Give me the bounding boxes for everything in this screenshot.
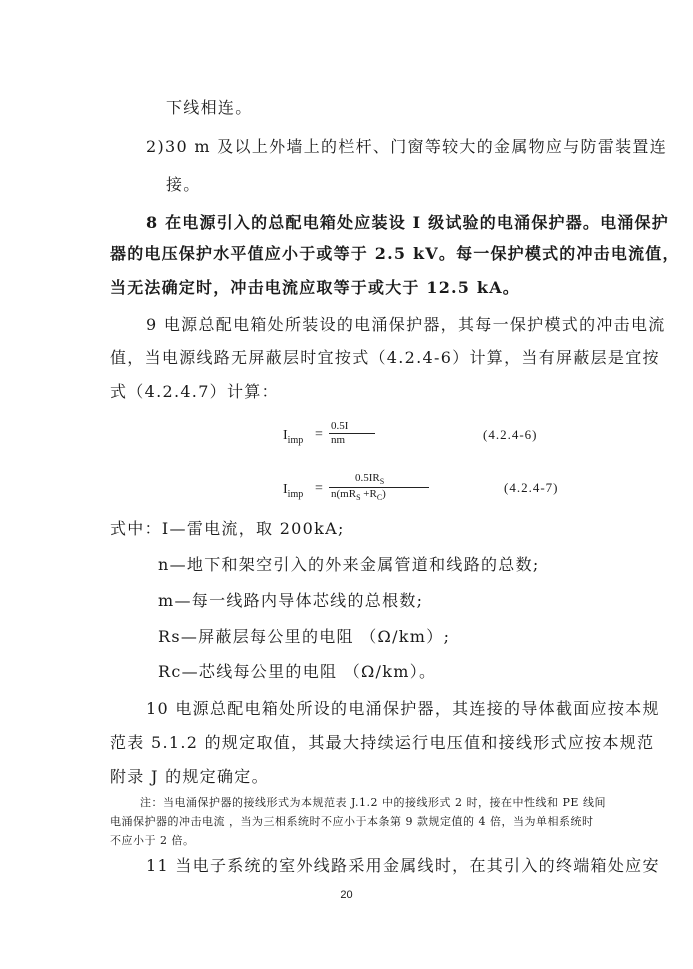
formula-denominator: +R	[360, 488, 377, 501]
formula-denominator: n(mR	[331, 488, 357, 501]
formula-denominator: )	[382, 488, 386, 501]
text-line: 范表 5.1.2 的规定取值，其最大持续运行电压值和接线形式应按本规范	[110, 733, 655, 752]
formula-numerator: 0.5I	[331, 420, 349, 432]
text-line: 式中：I—雷电流，取 200kA;	[110, 519, 345, 538]
text-line: 接。	[166, 175, 201, 194]
formula-denominator: nm	[331, 434, 346, 446]
formula-denominator-sub: S	[356, 493, 361, 503]
formula-lhs-sub: imp	[287, 488, 304, 500]
formula-lhs: I	[283, 482, 288, 497]
text-line-bold: 当无法确定时，冲击电流应取等于或大于 12.5 kA。	[110, 278, 521, 297]
text-line: m—每一线路内导体芯线的总根数;	[158, 591, 424, 610]
formula-numerator-sub: S	[379, 477, 385, 487]
text-line: 2)30 m 及以上外墙上的栏杆、门窗等较大的金属物应与防雷装置连	[146, 137, 668, 156]
note-line: 注：当电涌保护器的接线形式为本规范表 J.1.2 中的接线形式 2 时，接在中性线和 PE 线间	[140, 796, 606, 809]
page-number: 20	[340, 889, 353, 901]
formula-numerator: 0.5IR	[355, 472, 380, 484]
text-line: 附录 J 的规定确定。	[110, 767, 269, 786]
equation-number: (4.2.4-6)	[483, 427, 538, 442]
formula-lhs-sub: imp	[287, 434, 304, 446]
text-line: 10 电源总配电箱处所设的电涌保护器，其连接的导体截面应按本规	[146, 699, 660, 718]
text-line: 式（4.2.4.7）计算：	[110, 382, 279, 401]
text-line: 9 电源总配电箱处所装设的电涌保护器，其每一保护模式的冲击电流	[146, 315, 666, 334]
formula-equals: =	[315, 427, 323, 442]
text-line: Rc—芯线每公里的电阻 （Ω/km）。	[158, 662, 437, 681]
text-line-bold: 8 在电源引入的总配电箱处应装设 I 级试验的电涌保护器。电涌保护	[146, 213, 669, 232]
note-line: 不应小于 2 倍。	[110, 834, 195, 847]
text-line: Rs—屏蔽层每公里的电阻 （Ω/km）;	[158, 627, 451, 646]
text-line: 值，当电源线路无屏蔽层时宜按式（4.2.4-6）计算，当有屏蔽层是宜按	[110, 348, 660, 367]
formula-denominator-sub: C	[376, 493, 383, 503]
text-line: 11 当电子系统的室外线路采用金属线时，在其引入的终端箱处应安	[146, 856, 660, 875]
equation-number: (4.2.4-7)	[504, 480, 559, 495]
formula-lhs: I	[283, 428, 288, 443]
text-line: n—地下和架空引入的外来金属管道和线路的总数;	[158, 555, 540, 574]
formula-equals: =	[315, 481, 323, 496]
text-line-bold: 器的电压保护水平值应小于或等于 2.5 kV。每一保护模式的冲击电流值，	[110, 244, 680, 263]
note-line: 电涌保护器的冲击电流 ，当为三相系统时不应小于本条第 9 款规定值的 4 倍，当为单相系统时	[110, 815, 594, 828]
text-line: 下线相连。	[166, 98, 253, 117]
